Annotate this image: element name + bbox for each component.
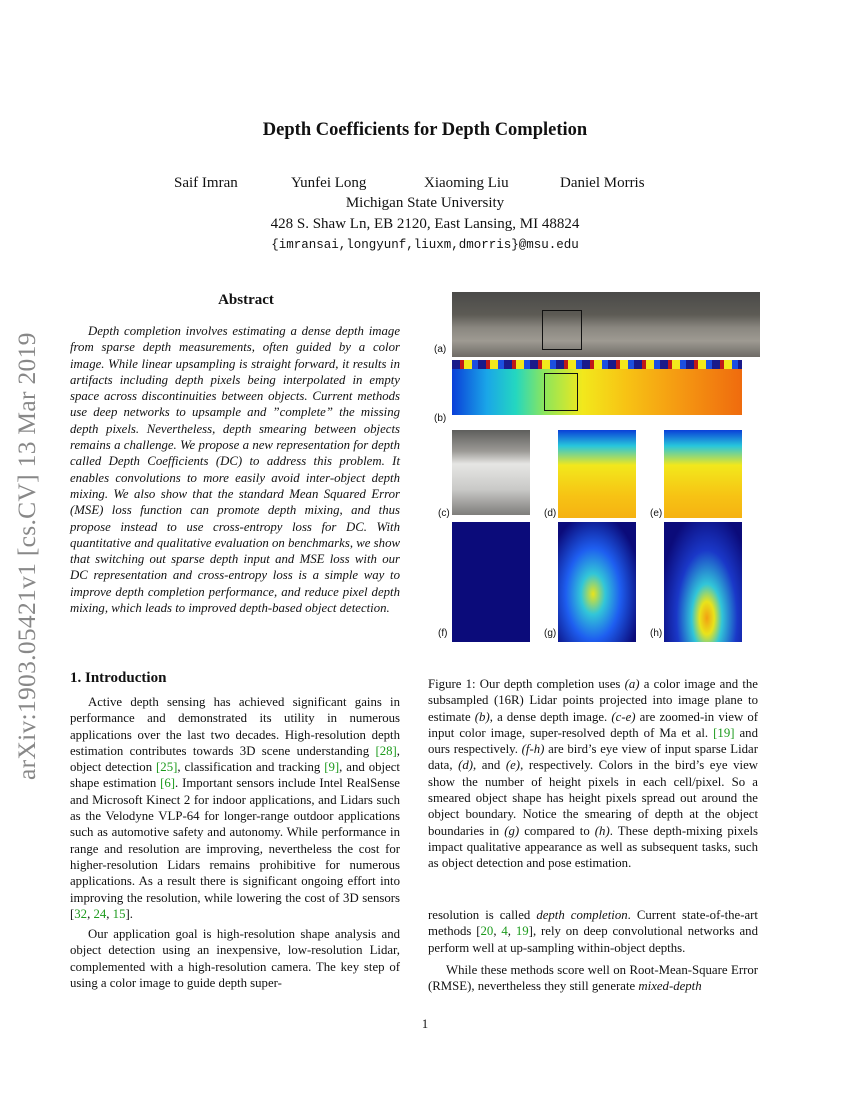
author-name: Yunfei Long <box>291 175 367 191</box>
page-number: 1 <box>421 1017 429 1031</box>
abstract-text: Depth completion involves estimating a dense depth image from sparse depth measurements, often guided by a color image. While linear upsampling is straight forward, it results in artifacts including depth pixels being interpolated in empty space across discontinuities between objects. Current methods use deep networks to upsample and ”complete” the missing depth pixels. Nevertheless, depth smearing between objects remains a challenge. We propose a new representation for depth called Depth Coefficients (DC) to address this problem. It enables convolutions to more easily avoid inter-object depth mixing. We also show that the standard Mean Squared Error (MSE) loss function can promote depth mixing, and thus propose instead to use cross-entropy loss for DC. With quantitative and qualitative evaluation on benchmarks, we show that switching out sparse depth input and MSE loss with our DC representation and cross-entropy loss is a simple way to improve depth completion performance, and reduce pixel depth mixing, which leads to improved depth-based object detection. <box>70 324 400 616</box>
body-paragraph: resolution is called depth completion. Current state-of-the-art methods [20, 4, 19], rely on deep convolutional networks and perform well at up-sampling within-object depths. <box>428 908 758 955</box>
dense-depth-panel <box>452 360 742 415</box>
citation-link[interactable]: [25] <box>156 760 178 775</box>
arxiv-id: arXiv:1903.05421v1 [cs.CV] 13 Mar 2019 <box>12 332 41 780</box>
paper-title: Depth Coefficients for Depth Completion <box>262 120 588 140</box>
panel-label: (e) <box>650 508 663 519</box>
citation-link[interactable]: 24 <box>93 906 107 921</box>
zoom-box <box>544 373 578 411</box>
intro-paragraph: Our application goal is high-resolution shape analysis and object detection using an inexpensive, low-resolution Lidar, complemented with a high-resolution camera. The key step of using a color image to guide depth super- <box>70 927 400 990</box>
citation-link[interactable]: 15 <box>112 906 126 921</box>
panel-label: (c) <box>438 508 450 519</box>
panel-label: (d) <box>544 508 557 519</box>
arxiv-stamp <box>12 290 62 780</box>
citation-link[interactable]: [28] <box>375 743 397 758</box>
citation-link[interactable]: 20 <box>480 924 494 939</box>
panel-label: (a) <box>434 344 447 355</box>
zoom-box <box>542 310 582 350</box>
abstract-heading: Abstract <box>218 292 274 308</box>
bev-sparse-panel <box>452 522 530 642</box>
zoom-depth-ours-panel <box>664 430 742 518</box>
citation-link[interactable]: 19 <box>515 924 529 939</box>
citation-link[interactable]: [6] <box>160 776 176 791</box>
citation-link[interactable]: 4 <box>501 924 508 939</box>
affiliation: Michigan State University <box>345 195 505 211</box>
intro-paragraph: Active depth sensing has achieved significant gains in performance and demonstrated its utility in numerous applications over the last two decades. High-resolution depth estimation contributes towards 3D scene understanding [28], object detection [25], classification and tracking [9], and object shape estimation [6]. Important sensors include Intel RealSense and Microsoft Kinect 2 for indoor applications, and Lidars such as the Velodyne VLP-64 for longer-range outdoor applications such as automotive safety and autonomy. While performance in range and resolution are improving, nevertheless the cost for higher-resolution Lidars remains prohibitive for numerous applications. As a result there is significant ongoing effort into improving the resolution, while lowering the cost of 3D sensors [32, 24, 15]. <box>70 695 400 921</box>
citation-link[interactable]: 32 <box>74 906 88 921</box>
address: 428 S. Shaw Ln, EB 2120, East Lansing, MI 48824 <box>270 216 580 232</box>
email: {imransai,longyunf,liuxm,dmorris}@msu.edu <box>271 238 579 252</box>
bev-ma-panel <box>558 522 636 642</box>
zoom-depth-ma-panel <box>558 430 636 518</box>
author-name: Xiaoming Liu <box>424 175 509 191</box>
author-name: Daniel Morris <box>560 175 645 191</box>
citation-link[interactable]: [9] <box>324 760 340 775</box>
figure-1 <box>430 292 760 652</box>
panel-label: (f) <box>438 628 448 639</box>
color-image-panel <box>452 292 760 357</box>
panel-label: (g) <box>544 628 557 639</box>
bev-ours-panel <box>664 522 742 642</box>
zoom-color-panel <box>452 430 530 515</box>
author-name: Saif Imran <box>174 175 238 191</box>
citation-link[interactable]: [19] <box>713 725 735 740</box>
depth-top-noise <box>452 360 742 369</box>
body-paragraph: While these methods score well on Root-Mean-Square Error (RMSE), nevertheless they still generate mixed-depth <box>428 963 758 994</box>
section-heading: 1. Introduction <box>70 670 167 686</box>
panel-label: (b) <box>434 413 447 424</box>
panel-label: (h) <box>650 628 663 639</box>
figure-caption: Figure 1: Our depth completion uses (a) a color image and the subsampled (16R) Lidar points projected into image plane to estimate (b), a dense depth image. (c-e) are zoomed-in view of input color image, super-resolved depth of Ma et al. [19] and ours respectively. (f-h) are bird’s eye view of input sparse Lidar data, (d), and (e), respectively. Colors in the bird’s eye view show the number of height pixels in each cell/pixel. So a smeared object shape has height pixels spread out around the object boundary. Notice the smearing of depth at the object boundaries in (g) compared to (h). These depth-mixing pixels impact qualitative appearance as well as subsequent tasks, such as object detection and pose estimation. <box>428 677 758 871</box>
